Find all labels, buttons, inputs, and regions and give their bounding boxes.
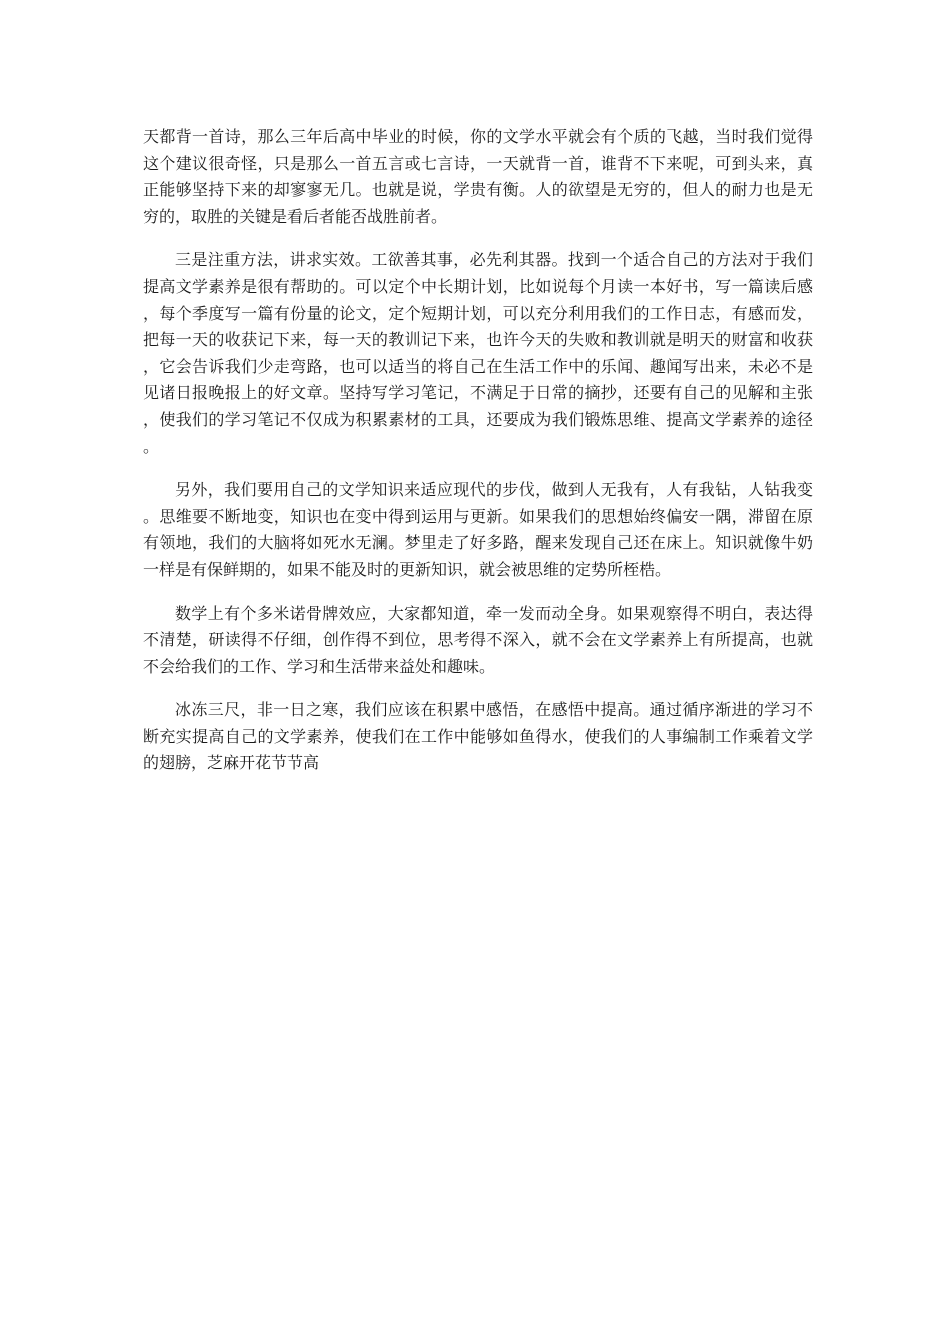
paragraph-1: 天都背一首诗，那么三年后高中毕业的时候，你的文学水平就会有个质的飞越，当时我们觉得这个建议很奇怪，只是那么一首五言或七言诗，一天就背一首，谁背不下来呢，可到头来，真正能够坚持下来的却寥寥无几。也就是说，学贵有衡。人的欲望是无穷的，但人的耐力也是无穷的，取胜的关键是看后者能否战胜前者。 bbox=[143, 127, 813, 226]
paragraph-3: 另外，我们要用自己的文学知识来适应现代的步伐，做到人无我有，人有我钻，人钻我变。思维要不断地变，知识也在变中得到运用与更新。如果我们的思想始终偏安一隅，滞留在原有领地，我们的大脑将如死水无澜。梦里走了好多路，醒来发现自己还在床上。知识就像牛奶一样是有保鲜期的，如果不能及时的更新知识，就会被思维的定势所桎梏。 bbox=[143, 480, 813, 579]
paragraph-4: 数学上有个多米诺骨牌效应，大家都知道，牵一发而动全身。如果观察得不明白，表达得不清楚，研读得不仔细，创作得不到位，思考得不深入，就不会在文学素养上有所提高，也就不会给我们的工作、学习和生活带来益处和趣味。 bbox=[143, 603, 813, 676]
paragraph-5: 冰冻三尺，非一日之寒，我们应该在积累中感悟，在感悟中提高。通过循序渐进的学习不断充实提高自己的文学素养，使我们在工作中能够如鱼得水，使我们的人事编制工作乘着文学的翅膀，芝麻开花节节高 bbox=[143, 700, 813, 773]
document-body bbox=[143, 124, 813, 794]
paragraph-2: 三是注重方法，讲求实效。工欲善其事，必先利其器。找到一个适合自己的方法对于我们提高文学素养是很有帮助的。可以定个中长期计划，比如说每个月读一本好书，写一篇读后感，每个季度写一篇有份量的论文，定个短期计划，可以充分利用我们的工作日志，有感而发，把每一天的收获记下来，每一天的教训记下来，也许今天的失败和教训就是明天的财富和收获，它会告诉我们少走弯路，也可以适当的将自己在生活工作中的乐闻、趣闻写出来，未必不是见诸日报晚报上的好文章。坚持写学习笔记，不满足于日常的摘抄，还要有自己的见解和主张，使我们的学习笔记不仅成为积累素材的工具，还要成为我们锻炼思维、提高文学素养的途径。 bbox=[143, 250, 813, 456]
